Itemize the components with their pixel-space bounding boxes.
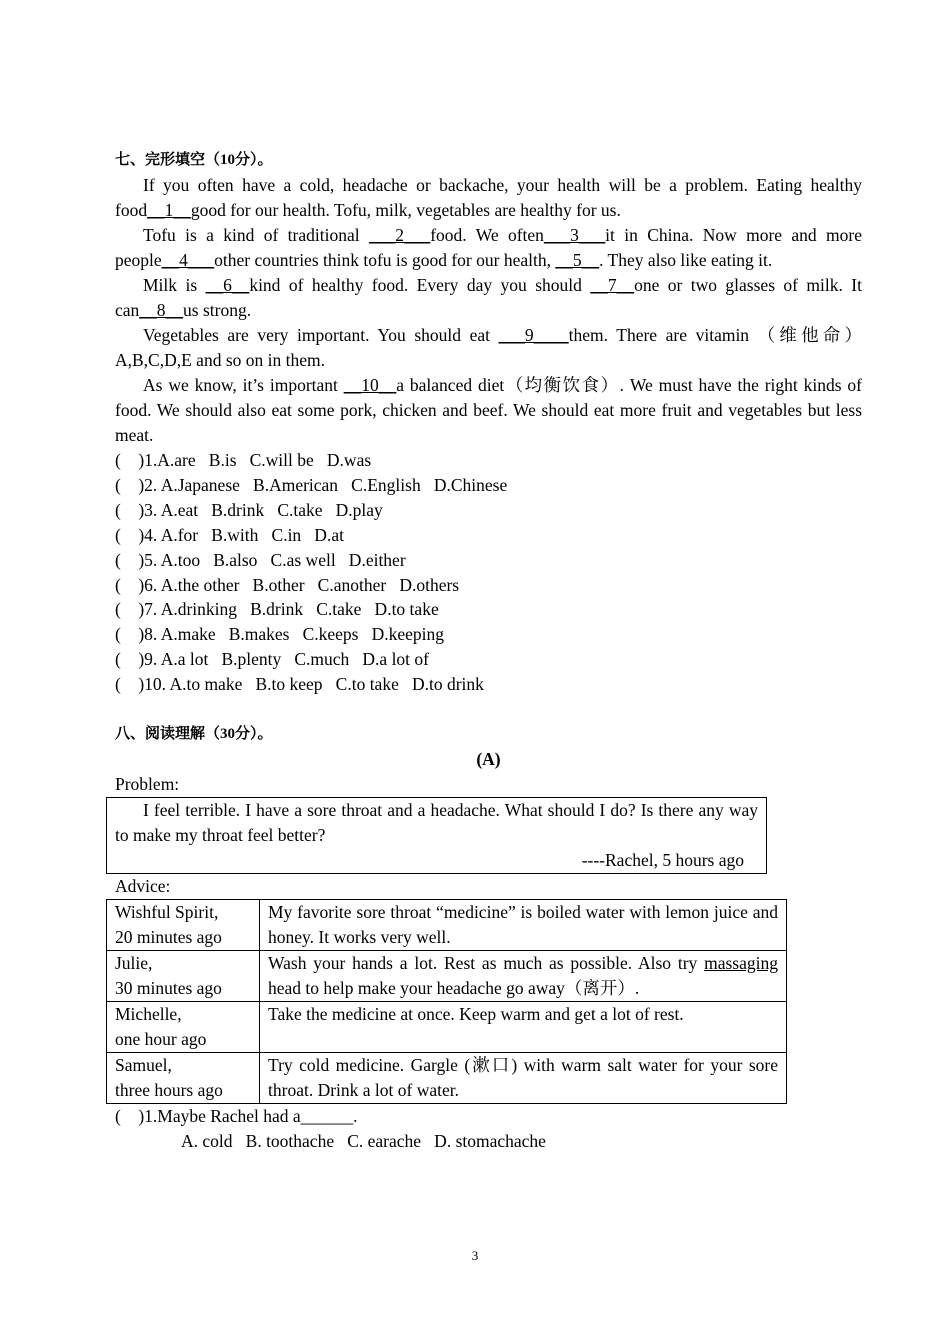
table-row	[107, 1053, 787, 1104]
problem-box	[106, 797, 767, 874]
table-row	[107, 900, 787, 951]
blank-10: __10__	[343, 375, 397, 395]
table-row	[107, 951, 787, 1002]
problem-signature: ----Rachel, 5 hours ago	[581, 850, 744, 871]
problem-label: Problem:	[115, 774, 180, 795]
advisor-name: Julie,	[115, 953, 153, 974]
advice-text: My favorite sore throat “medicine” is boiled water with lemon juice and honey. It works very well.	[260, 900, 787, 951]
table-row	[107, 1002, 787, 1053]
question-line: ( )3. A.eat B.drink C.take D.play	[115, 499, 383, 520]
question-line: ( )7. A.drinking B.drink C.take D.to take	[115, 599, 439, 620]
page-number: 3	[471, 1248, 479, 1263]
question-line: ( )9. A.a lot B.plenty C.much D.a lot of	[115, 649, 429, 670]
blank-6: __6__	[205, 275, 250, 295]
cloze-questions	[115, 448, 862, 697]
advice-time: one hour ago	[115, 1029, 207, 1050]
advice-time: three hours ago	[115, 1080, 223, 1101]
blank-5: __5__	[555, 250, 600, 270]
reading-question-1: ( )1.Maybe Rachel had a______.	[115, 1106, 358, 1127]
blank-4: __4___	[161, 250, 215, 270]
question-line: ( )4. A.for B.with C.in D.at	[115, 524, 344, 545]
advice-table	[106, 899, 787, 1104]
underlined-word: massaging	[704, 953, 778, 974]
advice-label: Advice:	[115, 876, 171, 897]
blank-9: ___9____	[498, 325, 569, 345]
cloze-paragraph-1: If you often have a cold, headache or backache, your health will be a problem. Eating healthy food__1__good for our health. Tofu, milk, vegetables are healthy for us.	[115, 175, 862, 220]
blank-3: ___3___	[543, 225, 606, 245]
worksheet-page	[115, 148, 862, 1154]
cloze-paragraph-4: Vegetables are very important. You should eat ___9____them. There are vitamin （维他命）A,B,C,D,E and so on in them.	[115, 325, 862, 370]
blank-2: ___2___	[368, 225, 431, 245]
problem-text: I feel terrible. I have a sore throat and a headache. What should I do? Is there any way to make my throat feel better?	[115, 800, 758, 846]
advisor-name: Wishful Spirit,	[115, 902, 219, 923]
advisor-name: Samuel,	[115, 1055, 172, 1076]
advice-text: Try cold medicine. Gargle (漱口) with warm salt water for your sore throat. Drink a lot of water.	[260, 1053, 787, 1104]
section-8-title: 八、阅读理解（30分）。	[115, 726, 273, 743]
reading-question-1-options: A. cold B. toothache C. earache D. stomachache	[181, 1130, 546, 1151]
passage-label: (A)	[476, 749, 501, 770]
question-line: ( )2. A.Japanese B.American C.English D.Chinese	[115, 474, 508, 495]
advice-text: Wash your hands a lot. Rest as much as possible. Also try massaging head to help make your headache go away（离开）.	[260, 951, 787, 1002]
question-line: ( )1.A.are B.is C.will be D.was	[115, 450, 372, 470]
question-line: ( )5. A.too B.also C.as well D.either	[115, 549, 406, 570]
cloze-paragraph-5: As we know, it’s important __10__a balanced diet（均衡饮食）. We must have the right kinds of food. We should also eat some pork, chicken and beef. We should eat more fruit and vegetables but less meat.	[115, 375, 862, 445]
blank-1: __1__	[147, 200, 191, 220]
cloze-paragraph-3: Milk is __6__kind of healthy food. Every day you should __7__one or two glasses of milk. It can__8__us strong.	[115, 275, 862, 320]
blank-7: __7__	[590, 275, 635, 295]
advice-time: 20 minutes ago	[115, 927, 222, 948]
cloze-paragraph-2: Tofu is a kind of traditional ___2___food. We often___3___it in China. Now more and more people__4___other countries think tofu is good for our health, __5__. They also like eating it.	[115, 225, 862, 270]
question-line: ( )6. A.the other B.other C.another D.others	[115, 574, 460, 595]
advice-time: 30 minutes ago	[115, 978, 222, 999]
blank-8: __8__	[139, 300, 184, 320]
advice-text: Take the medicine at once. Keep warm and get a lot of rest.	[260, 1002, 787, 1053]
section-7-title: 七、完形填空（10分）。	[115, 152, 273, 168]
question-line: ( )10. A.to make B.to keep C.to take D.to drink	[115, 674, 484, 695]
question-line: ( )8. A.make B.makes C.keeps D.keeping	[115, 624, 445, 645]
advisor-name: Michelle,	[115, 1004, 182, 1025]
